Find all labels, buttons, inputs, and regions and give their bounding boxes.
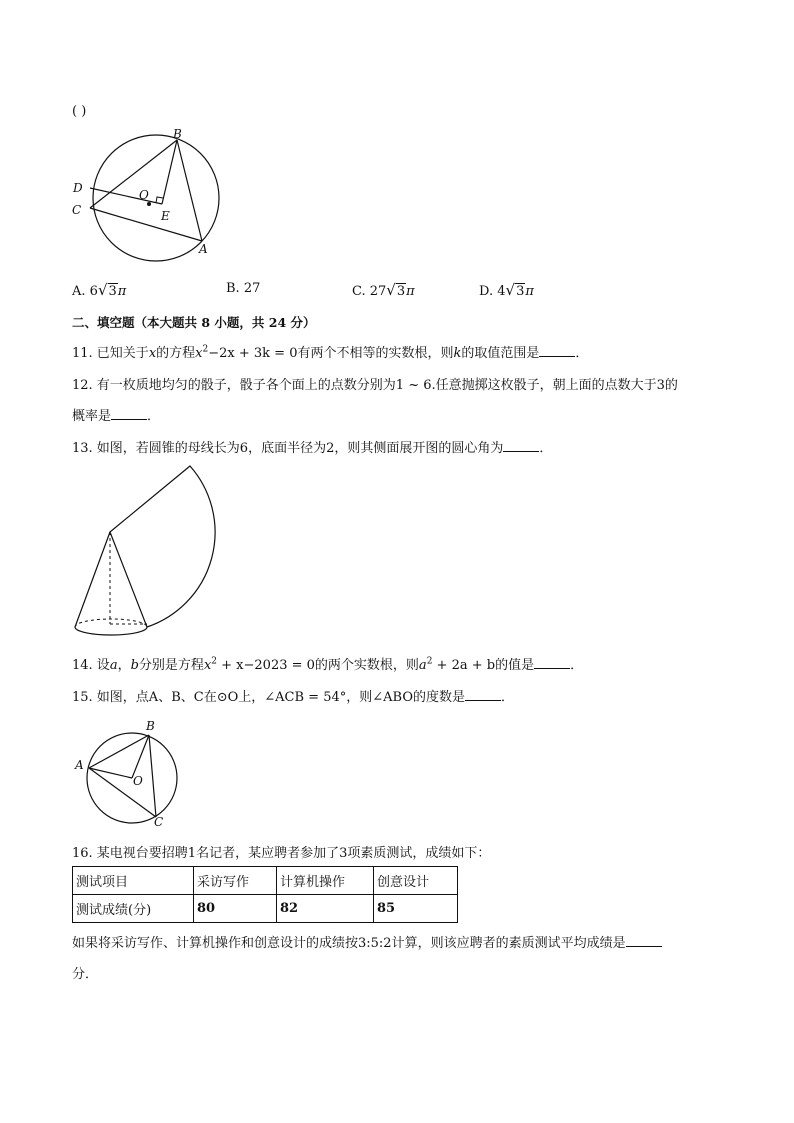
table-cell: 80 (194, 895, 277, 923)
q10-circle-figure (66, 128, 246, 268)
question-12-line2: 概率是 ． (72, 409, 161, 424)
option-d: D. 4√3π (479, 281, 534, 299)
label-C: C (154, 815, 164, 828)
table-cell: 测试项目 (73, 867, 194, 895)
table-cell: 采访写作 (194, 867, 277, 895)
answer-blank (534, 656, 570, 669)
table-cell: 85 (374, 895, 458, 923)
question-16-line1: 如果将采访写作、计算机操作和创意设计的成绩按3:5:2计算，则该应聘者的素质测试平均成绩是 (72, 932, 662, 951)
label-B: B (173, 128, 182, 141)
label-C: C (72, 203, 82, 217)
answer-blank (465, 688, 501, 701)
answer-blank (111, 407, 147, 420)
answer-parenthesis: ( ) (72, 104, 87, 119)
option-c: C. 27√3π (352, 281, 415, 299)
table-cell: 测试成绩(分) (73, 895, 194, 923)
label-A: A (199, 242, 208, 256)
answer-blank (503, 439, 539, 452)
question-14: 14. 设a，b分别是方程$x^2 + x-2023 = 0$的两个实数根，则$a^2 + 2a + b$的值是 ． (72, 656, 584, 673)
question-11: 11. 已知关于x的方程$x^2-2x + 3k = 0$有两个不相等的实数根，则k的取值范围是 ． (72, 344, 589, 361)
option-b: B. 27 (226, 281, 261, 296)
cone-unfold-figure (70, 462, 220, 642)
label-D: D (73, 181, 83, 195)
label-E: E (161, 209, 170, 223)
section-heading: 二、填空题（本大题共 8 小题，共 24 分） (72, 315, 316, 330)
circle-symbol: ⊙ (216, 690, 228, 705)
table-cell: 82 (277, 895, 374, 923)
question-15: 15. 如图，点A、B、C在⊙O上，∠ACB = 54°，则∠ABO的度数是 ． (72, 690, 514, 705)
label-A: A (75, 758, 84, 772)
table-row (73, 895, 458, 923)
table-cell: 计算机操作 (277, 867, 374, 895)
option-a: A. 6√3π (72, 281, 127, 299)
table-cell: 创意设计 (374, 867, 458, 895)
q15-circle-figure (72, 716, 192, 828)
label-O: O (139, 188, 149, 202)
question-13: 13. 如图，若圆锥的母线长为6，底面半径为2，则其侧面展开图的圆心角为 ． (72, 441, 553, 456)
question-16-intro: 16. 某电视台要招聘1名记者，某应聘者参加了3项素质测试，成绩如下： (72, 846, 491, 861)
answer-blank (626, 934, 662, 947)
label-O: O (133, 774, 143, 788)
label-B: B (146, 719, 155, 733)
table-row (73, 867, 458, 895)
answer-blank (539, 344, 575, 357)
scores-table (72, 866, 458, 923)
question-16-line2: 分． (72, 967, 99, 982)
question-12-line1: 12. 有一枚质地均匀的骰子，骰子各个面上的点数分别为1 ~ 6.任意抛掷这枚骰子，朝上面的点数大于3的 (72, 378, 678, 393)
